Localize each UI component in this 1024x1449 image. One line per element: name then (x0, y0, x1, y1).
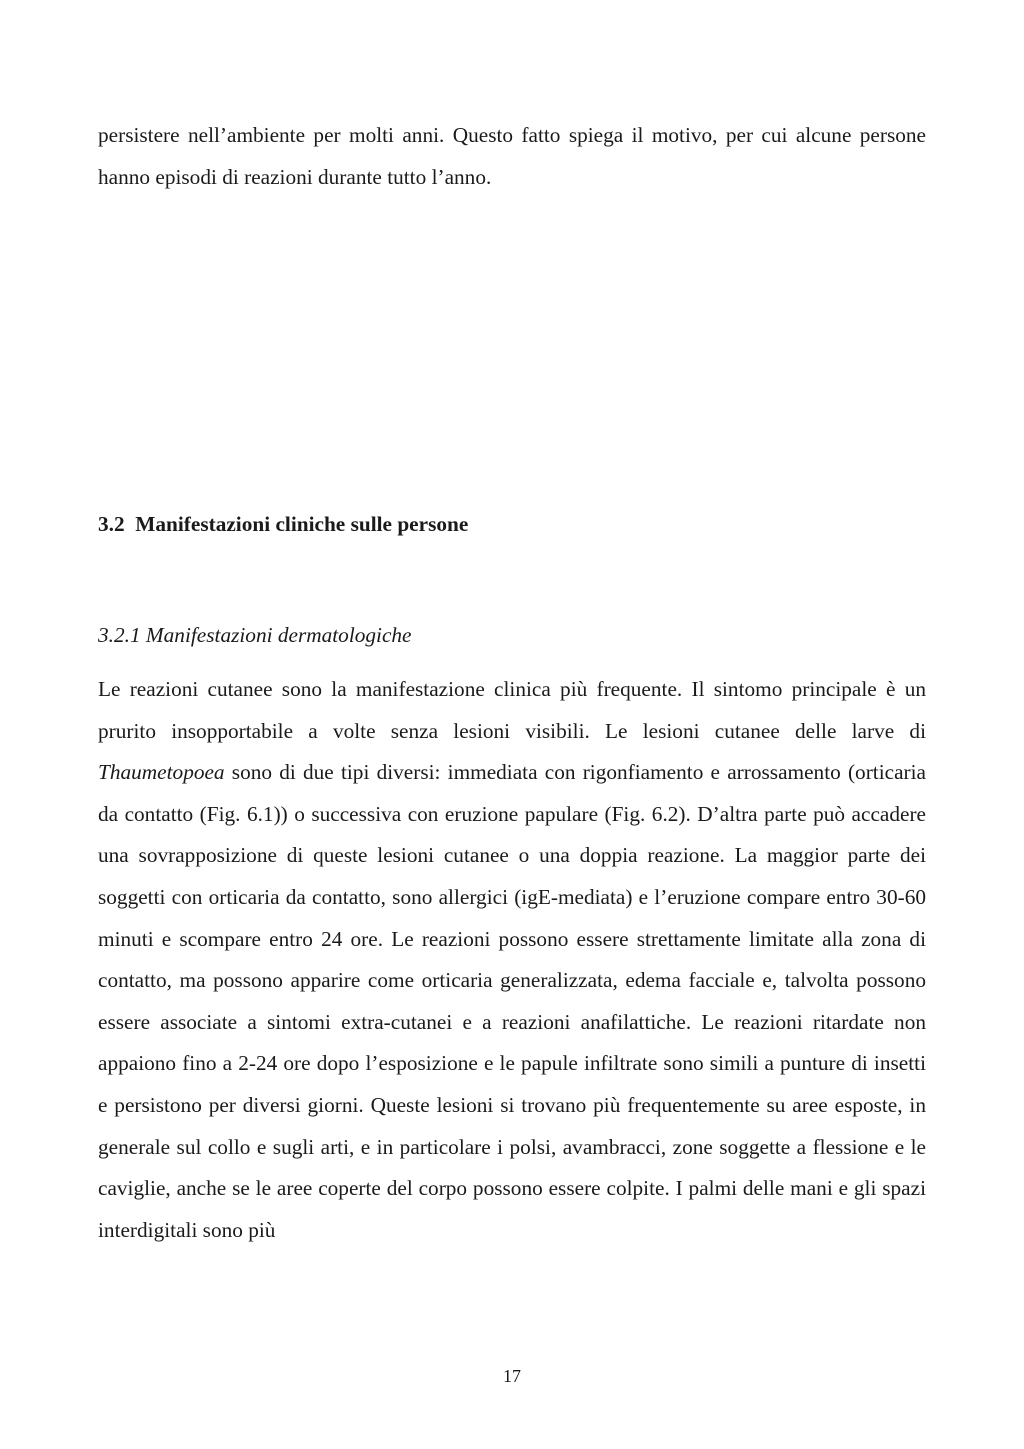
section-heading: 3.2 Manifestazioni cliniche sulle persone (98, 512, 469, 536)
paragraph-main-text-1: Le reazioni cutanee sono la manifestazione clinica più frequente. Il sintomo principale è un prurito insopportabile a volte senza lesioni visibili. Le lesioni cutanee delle larve di (98, 677, 926, 743)
subsection-heading: 3.2.1 Manifestazioni dermatologiche (98, 623, 412, 647)
page-number: 17 (503, 1366, 521, 1386)
paragraph-main (98, 669, 926, 1251)
paragraph-main-text-2: sono di due tipi diversi: immediata con rigonfiamento e arrossamento (orticaria da contatto (Fig. 6.1)) o successiva con eruzione papulare (Fig. 6.2). D’altra parte può accadere una sovrapposizione di queste lesioni cutanee o una doppia reazione. La maggior parte dei soggetti con orticaria da contatto, sono allergici (igE-mediata) e l’eruzione compare entro 30-60 minuti e scompare entro 24 ore. Le reazioni possono essere strettamente limitate alla zona di contatto, ma possono apparire come orticaria generalizzata, edema facciale e, talvolta possono essere associate a sintomi extra-cutanei e a reazioni anafilattiche. Le reazioni ritardate non appaiono fino a 2-24 ore dopo l’esposizione e le papule infiltrate sono simili a punture di insetti e persistono per diversi giorni. Queste lesioni si trovano più frequentemente su aree esposte, in generale sul collo e sugli arti, e in particolare i polsi, avambracci, zone soggette a flessione e le caviglie, anche se le aree coperte del corpo possono essere colpite. I palmi delle mani e gli spazi interdigitali sono più (98, 760, 926, 1242)
document-page (98, 0, 926, 1449)
paragraph-continuation: persistere nell’ambiente per molti anni. Questo fatto spiega il motivo, per cui alcune persone hanno episodi di reazioni durante tutto l’anno. (98, 123, 926, 189)
species-name-italic: Thaumetopoea (98, 760, 225, 785)
